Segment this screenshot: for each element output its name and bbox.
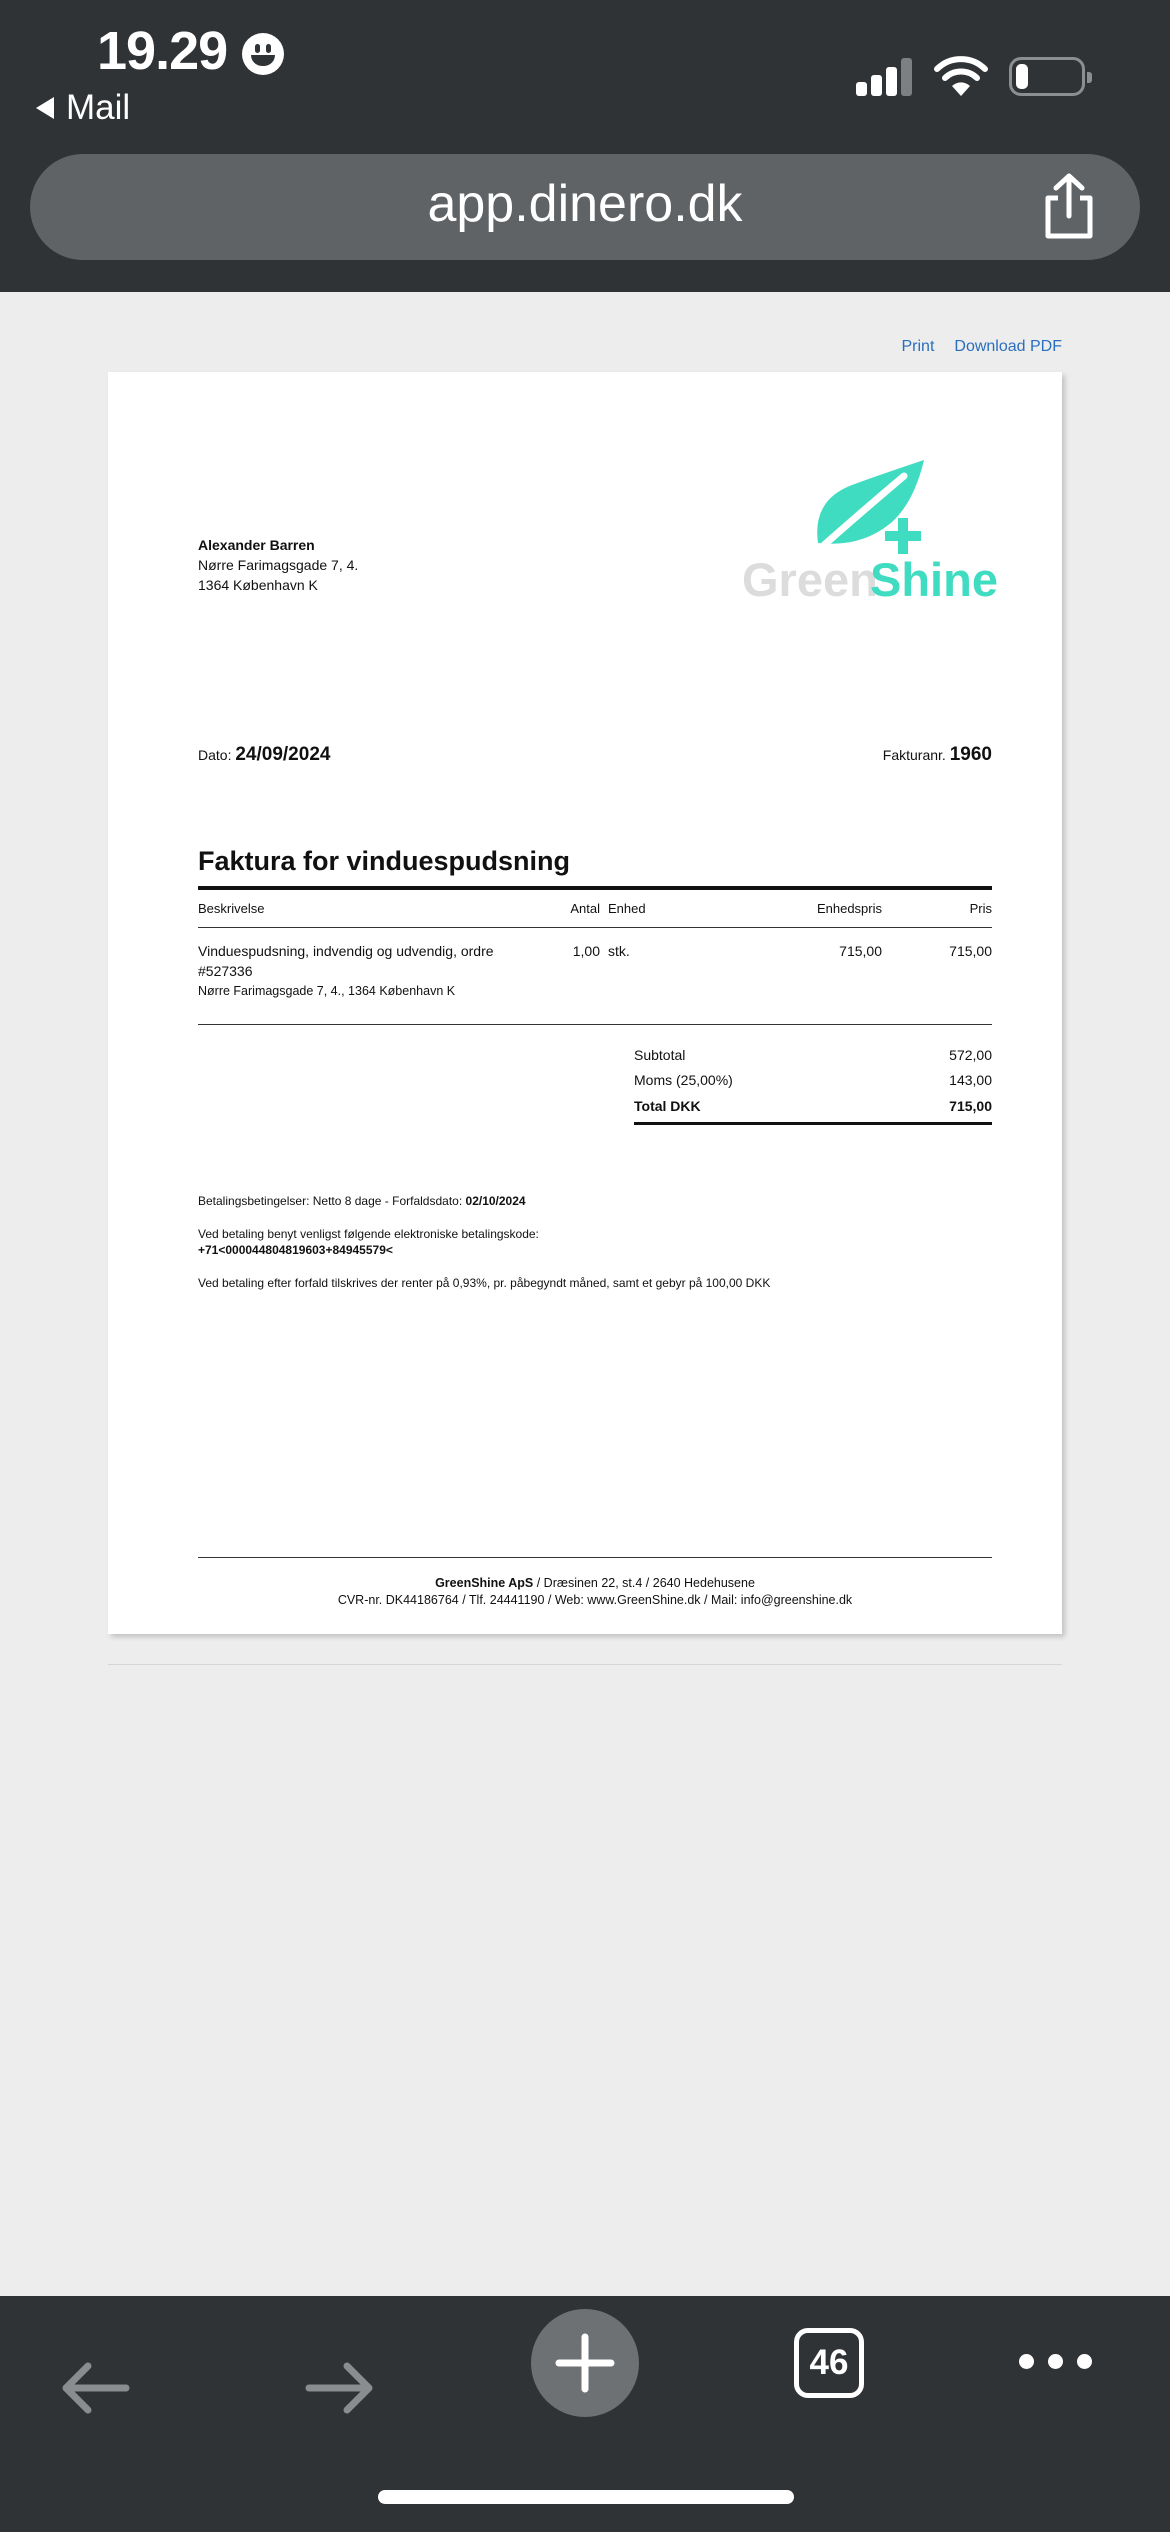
logo-text-green: Green	[742, 553, 878, 606]
back-triangle-icon	[36, 97, 54, 119]
wifi-icon	[934, 54, 988, 96]
greenshine-logo	[742, 460, 1002, 610]
back-arrow-icon[interactable]	[58, 2358, 132, 2418]
share-icon[interactable]	[1036, 172, 1102, 242]
new-tab-button[interactable]	[531, 2309, 639, 2417]
customer-name: Alexander Barren	[198, 537, 315, 553]
row-description-line1: Vinduespudsning, indvendig og udvendig, ordre	[198, 943, 494, 959]
smiley-emoji-icon	[242, 33, 284, 75]
customer-address	[198, 535, 358, 595]
back-to-mail-button[interactable]	[36, 88, 130, 128]
back-app-label: Mail	[66, 88, 131, 127]
col-header-unit: Enhed	[608, 901, 646, 916]
total-value: 715,00	[949, 1098, 992, 1114]
customer-city: 1364 København K	[198, 577, 318, 593]
vat-label: Moms (25,00%)	[634, 1072, 733, 1088]
more-dot-icon	[1048, 2354, 1063, 2369]
date-label: Dato:	[198, 747, 232, 763]
more-dot-icon	[1019, 2354, 1034, 2369]
col-header-unit-price: Enhedspris	[816, 901, 882, 916]
payment-code-intro: Ved betaling benyt venligst følgende elektroniske betalingskode:	[198, 1227, 539, 1241]
row-description-line2: #527336	[198, 963, 253, 979]
home-indicator[interactable]	[378, 2490, 794, 2504]
vat-value: 143,00	[949, 1072, 992, 1088]
col-header-qty: Antal	[570, 901, 600, 916]
download-pdf-link[interactable]: Download PDF	[954, 338, 1062, 355]
due-date: 02/10/2024	[465, 1194, 526, 1208]
footer-company-line	[198, 1576, 992, 1590]
late-fee-note: Ved betaling efter forfald tilskrives der renter på 0,93%, pr. påbegyndt måned, samt et gebyr på 100,00 DKK	[198, 1276, 771, 1290]
row-address: Nørre Farimagsgade 7, 4., 1364 København K	[198, 984, 456, 998]
viewer-actions	[901, 338, 1062, 356]
footer-contact: CVR-nr. DK44186764 / Tlf. 24441190 / Web: www.GreenShine.dk / Mail: info@greenshine.dk	[337, 1593, 853, 1607]
more-dot-icon	[1077, 2354, 1092, 2369]
more-menu-button[interactable]	[1019, 2354, 1092, 2369]
col-header-price: Pris	[969, 901, 992, 916]
table-top-rule	[198, 886, 992, 890]
status-time: 19.29	[97, 21, 228, 81]
subtotal-value: 572,00	[949, 1047, 992, 1063]
plus-icon	[531, 2309, 639, 2417]
address-bar[interactable]	[30, 154, 1140, 260]
subtotal-label: Subtotal	[634, 1047, 686, 1063]
footer-address: / Dræsinen 22, st.4 / 2640 Hedehusene	[533, 1576, 755, 1590]
invoice-document	[108, 372, 1062, 1634]
number-value: 1960	[949, 744, 992, 765]
row-qty: 1,00	[572, 943, 600, 959]
total-rule	[634, 1122, 992, 1125]
customer-street: Nørre Farimagsgade 7, 4.	[198, 557, 359, 573]
total-label: Total DKK	[634, 1098, 701, 1114]
cellular-signal-icon	[856, 58, 914, 96]
table-row	[198, 941, 538, 1001]
invoice-date	[198, 744, 330, 766]
invoice-title: Faktura for vinduespudsning	[198, 846, 571, 876]
rows-end-rule	[198, 1024, 992, 1025]
tab-count-button[interactable]: 46	[794, 2328, 864, 2398]
page-separator	[108, 1664, 1062, 1665]
number-label: Fakturanr.	[882, 747, 946, 763]
payment-terms-text: Betalingsbetingelser: Netto 8 dage - Forfaldsdato:	[198, 1194, 463, 1208]
row-unit: stk.	[608, 943, 630, 959]
row-unit-price: 715,00	[839, 943, 882, 959]
date-value: 24/09/2024	[235, 744, 331, 765]
footer-company: GreenShine ApS	[435, 1576, 534, 1590]
forward-arrow-icon[interactable]	[303, 2358, 377, 2418]
print-link[interactable]: Print	[901, 338, 935, 355]
browser-top-bar	[0, 0, 1170, 292]
url-text: app.dinero.dk	[427, 175, 743, 233]
invoice-number	[883, 744, 992, 766]
row-price: 715,00	[949, 943, 992, 959]
col-header-description: Beskrivelse	[198, 901, 265, 916]
footer-rule	[198, 1557, 992, 1558]
payment-code: +71<000044804819603+84945579<	[198, 1243, 393, 1257]
payment-terms	[198, 1194, 526, 1208]
logo-text-shine: Shine	[870, 553, 998, 606]
battery-icon	[1009, 57, 1085, 96]
header-rule	[198, 927, 992, 928]
